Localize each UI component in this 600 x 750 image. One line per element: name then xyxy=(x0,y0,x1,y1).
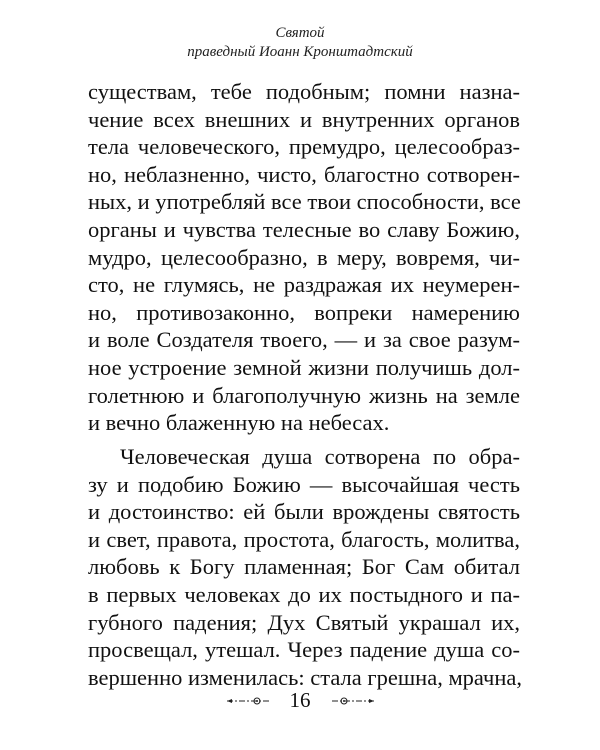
text-line: голетнюю и благополучную жизнь на земле xyxy=(88,382,520,408)
text-line: тела человеческого, премудро, целесообраз- xyxy=(88,134,520,160)
text-line: и воле Создателя твоего, — и за свое разум- xyxy=(88,327,520,353)
paragraph-1 xyxy=(88,78,520,437)
text-line: чение всех внешних и внутренних органов xyxy=(88,106,520,132)
text-line: существам, тебе подобным; помни назна- xyxy=(88,79,520,104)
header-line-1: Святой xyxy=(275,25,325,41)
text-line: в первых человеках до их постыдного и па- xyxy=(88,581,520,607)
page-number: 16 xyxy=(289,688,311,712)
text-line: мудро, целесообразно, в меру, вовремя, чи- xyxy=(88,244,520,270)
text-line: Человеческая душа сотворена по обра- xyxy=(120,444,520,469)
text-line: губного падения; Дух Святый украшал их, xyxy=(88,609,520,635)
header-line-2: праведный Иоанн Кронштадтский xyxy=(187,44,413,60)
text-line: ное устроение земной жизни получишь дол- xyxy=(88,354,520,380)
text-line: ных, и употребляй все твои способности, все xyxy=(88,189,521,215)
text-line: и достоинство: ей были врождены святость xyxy=(88,499,520,525)
text-line: любовь к Богу пламенная; Бог Сам обитал xyxy=(88,554,520,580)
page-footer xyxy=(0,688,600,713)
ornament-left-icon xyxy=(226,695,270,707)
running-header xyxy=(0,24,600,62)
text-line: но, неблазненно, чисто, благостно сотворен- xyxy=(88,161,520,187)
text-line: вершенно изменилась: стала грешна, мрачна, xyxy=(88,664,522,690)
text-line: сто, не глумясь, не раздражая их неумерен- xyxy=(88,272,520,298)
text-line: зу и подобию Божию — высочайшая честь xyxy=(88,471,520,497)
text-line: и свет, правота, простота, благость, молитва, xyxy=(88,526,520,552)
text-line: но, противозаконно, вопреки намерению xyxy=(88,299,520,325)
text-line: просвещал, утешал. Через падение душа со- xyxy=(88,637,520,663)
text-line: и вечно блаженную на небесах. xyxy=(88,410,390,436)
ornament-right-icon xyxy=(331,695,375,707)
paragraph-2 xyxy=(88,443,520,691)
text-line: органы и чувства телесные во славу Божию, xyxy=(88,216,520,242)
